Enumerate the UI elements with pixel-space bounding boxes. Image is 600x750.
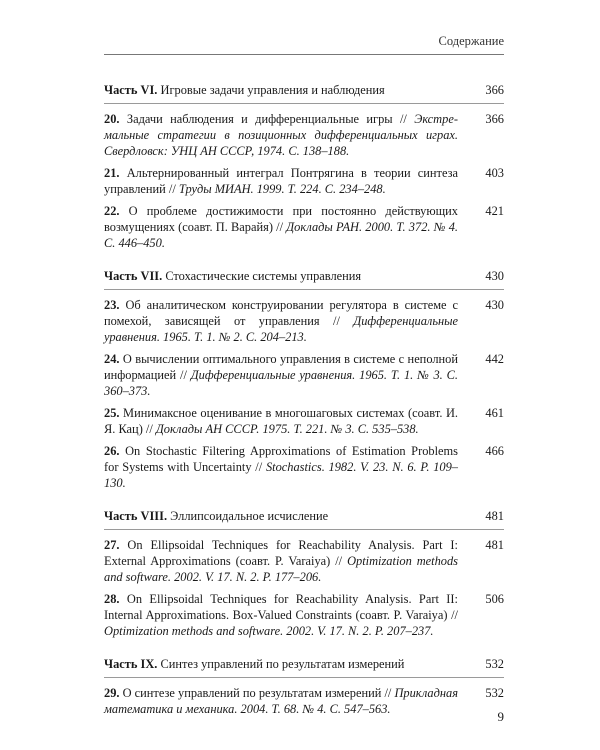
part-label: Часть VI. xyxy=(104,83,158,97)
entry-title: Минимаксное оценивание в многошаговых системах (соавт. И. Я. Кац) // xyxy=(104,406,458,436)
part-page-number: 481 xyxy=(485,509,504,523)
entry-number: 22. xyxy=(104,204,120,218)
entry-source: Доклады АН СССР. 1975. Т. 221. № 3. С. 535–538. xyxy=(155,422,419,436)
entry-number: 24. xyxy=(104,352,120,366)
entry-page-number: 506 xyxy=(485,592,504,606)
entry-source: Optimization methods and software. 2002. V. 17. N. 2. P. 177–206. xyxy=(104,554,458,584)
part-viii-block xyxy=(104,508,504,639)
entry-number: 20. xyxy=(104,112,120,126)
part-page-number: 430 xyxy=(485,269,504,283)
entry-source: Дифференциальные уравнения. 1965. Т. 1. № 2. С. 204–213. xyxy=(104,314,459,344)
entry-title: О синтезе управлений по результатам измерений // xyxy=(122,686,392,700)
part-page-number: 366 xyxy=(485,83,504,97)
entry-number: 21. xyxy=(104,166,120,180)
page-folio-number: 9 xyxy=(497,709,504,724)
toc-entry xyxy=(104,165,504,197)
toc-entry xyxy=(104,537,504,585)
part-title: Стохастические системы управления xyxy=(165,269,362,283)
entry-number: 23. xyxy=(104,298,120,312)
toc-entry xyxy=(104,203,504,251)
toc-entry xyxy=(104,591,504,639)
toc-entry xyxy=(104,443,504,491)
toc-entry xyxy=(104,405,504,437)
part-title: Игровые задачи управления и наблюдения xyxy=(160,83,385,97)
entry-title: О проблеме достижимости при постоянно действующих возмущениях (соавт. П. Варайя) // xyxy=(104,204,458,234)
entry-number: 28. xyxy=(104,592,120,606)
part-vi-block xyxy=(104,82,504,251)
entry-title: On Stochastic Filtering Approximations of Estimation Problems for Systems with Uncertainty // xyxy=(104,444,458,474)
entry-page-number: 430 xyxy=(485,298,504,312)
part-page-number: 532 xyxy=(485,657,504,671)
table-of-contents xyxy=(104,82,504,734)
entry-number: 25. xyxy=(104,406,120,420)
entry-source: Прикладная математика и механика. 2004. Т. 68. № 4. С. 547–563. xyxy=(104,686,458,716)
entry-page-number: 466 xyxy=(485,444,504,458)
toc-entry xyxy=(104,351,504,399)
entry-source: Optimization methods and software. 2002. V. 17. N. 2. P. 207–237. xyxy=(104,624,434,638)
entry-page-number: 421 xyxy=(485,204,504,218)
entry-title: On Ellipsoidal Techniques for Reachability Analysis. Part II: Internal Approximations. Box-Valued Constraints (соавт. P. Varaiya) // xyxy=(104,592,458,622)
entry-title: Задачи наблюдения и дифференциальные игры // xyxy=(126,112,407,126)
entry-source: Stochastics. 1982. V. 23. N. 6. P. 109–130. xyxy=(104,460,458,490)
entry-title: Об аналитическом конструировании регулятора в системе с помехой, зависящей от управления // xyxy=(104,298,458,328)
entry-number: 27. xyxy=(104,538,120,552)
header-rule xyxy=(104,54,504,55)
entry-number: 29. xyxy=(104,686,120,700)
running-head-title: Содержание xyxy=(438,34,504,48)
entry-source: Дифференциальные уравнения. 1965. Т. 1. № 3. С. 360–373. xyxy=(104,368,458,398)
entry-source: Доклады РАН. 2000. Т. 372. № 4. С. 446–450. xyxy=(104,220,458,250)
toc-entry xyxy=(104,111,504,159)
part-title: Эллипсоидальное исчисление xyxy=(170,509,329,523)
entry-page-number: 532 xyxy=(485,686,504,700)
entry-page-number: 461 xyxy=(485,406,504,420)
part-title: Синтез управлений по результатам измерений xyxy=(160,657,405,671)
entry-source: Экстремальные стратегии в позиционных дифференциальных играх. Свердловск: УНЦ АН СССР, 1974. С. 138–188. xyxy=(104,112,458,158)
entry-title: On Ellipsoidal Techniques for Reachability Analysis. Part I: External Approximations (соавт. P. Varaiya) // xyxy=(104,538,458,568)
entry-source: Труды МИАН. 1999. Т. 224. С. 234–248. xyxy=(178,182,386,196)
part-ix-block xyxy=(104,656,504,717)
part-heading xyxy=(104,508,504,530)
entry-page-number: 403 xyxy=(485,166,504,180)
part-heading xyxy=(104,268,504,290)
entry-page-number: 481 xyxy=(485,538,504,552)
part-heading xyxy=(104,82,504,104)
part-label: Часть VII. xyxy=(104,269,163,283)
entry-number: 26. xyxy=(104,444,120,458)
part-label: Часть VIII. xyxy=(104,509,168,523)
entry-title: О вычислении оптимального управления в системе с неполной информацией // xyxy=(104,352,458,382)
toc-entry xyxy=(104,685,504,717)
toc-entry xyxy=(104,297,504,345)
entry-page-number: 442 xyxy=(485,352,504,366)
entry-page-number: 366 xyxy=(485,112,504,126)
part-label: Часть IX. xyxy=(104,657,158,671)
part-heading xyxy=(104,656,504,678)
entry-title: Альтернированный интеграл Понтрягина в теории синтеза управлений // xyxy=(104,166,458,196)
part-vii-block xyxy=(104,268,504,491)
